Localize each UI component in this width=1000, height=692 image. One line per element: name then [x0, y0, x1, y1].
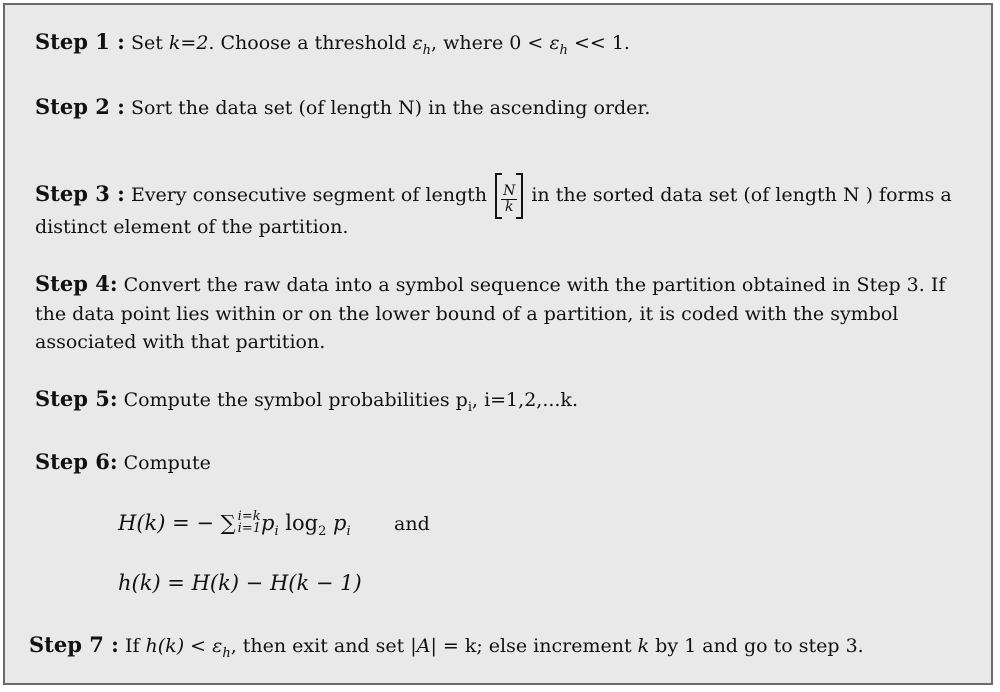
step-3-label: Step 3 : — [35, 181, 125, 206]
step-1-text-a: Set — [130, 32, 169, 54]
step-2-label: Step 2 : — [35, 94, 125, 119]
formula-h — [118, 570, 362, 596]
step-4-line-3 — [35, 330, 325, 354]
step-4-label: Step 4: — [35, 271, 118, 296]
step-4-text-1: Convert the raw data into a symbol sequence with the partition obtained in Step 3. If — [123, 274, 946, 296]
step-3-cont — [35, 215, 348, 239]
step-6-text: Compute — [123, 452, 211, 474]
step-7-eps-sub: h — [222, 645, 231, 661]
step-3 — [35, 177, 952, 215]
step-3-text-b: in the sorted data set (of length N ) forms a — [531, 184, 952, 206]
sum-lower: i=1 — [237, 521, 261, 536]
step-7-text-a: If — [124, 635, 146, 657]
step-3-text-c: distinct element of the partition. — [35, 216, 349, 238]
step-4-line-1 — [35, 272, 945, 297]
formula-p-sub: i — [274, 524, 279, 540]
step-3-fraction — [495, 177, 523, 215]
step-2 — [35, 95, 650, 120]
formula-log: log — [278, 511, 319, 535]
step-1-text-d: << 1. — [567, 32, 630, 54]
sum-upper: i=k — [237, 509, 261, 524]
step-4-text-3: associated with that partition. — [35, 331, 326, 353]
step-7-text-c: | = k; else increment — [430, 635, 638, 657]
step-7 — [29, 632, 864, 661]
step-1-text-c: , where 0 < — [431, 32, 550, 54]
step-7-eps: ε — [212, 635, 223, 657]
step-5-sub: i — [467, 399, 472, 415]
step-5-label: Step 5: — [35, 386, 118, 411]
step-6 — [35, 450, 211, 475]
formula-h-text: h(k) = H(k) − H(k − 1) — [118, 571, 362, 595]
formula-and: and — [394, 513, 430, 535]
step-6-label: Step 6: — [35, 449, 118, 474]
step-1-eps: ε — [412, 32, 423, 54]
fraction-denominator: k — [504, 199, 514, 215]
formula-p2: p — [326, 511, 347, 535]
step-5 — [35, 386, 578, 415]
sum-symbol-group — [221, 510, 261, 536]
step-2-text: Sort the data set (of length N) in the ascending order. — [130, 97, 651, 119]
step-1-eps-sub: h — [422, 42, 432, 58]
formula-entropy — [118, 509, 430, 540]
step-3-text-a: Every consecutive segment of length — [130, 184, 488, 206]
step-7-A: A — [416, 635, 431, 657]
sum-symbol: ∑ — [220, 511, 236, 535]
step-1 — [35, 29, 630, 58]
step-5-text-a: Compute the symbol probabilities p — [123, 389, 468, 411]
step-7-k: k — [637, 635, 650, 657]
step-1-eps-2: ε — [549, 32, 560, 54]
step-7-text-b: , then exit and set | — [230, 635, 417, 657]
step-7-text-d: by 1 and go to step 3. — [649, 635, 864, 657]
step-7-hk: h(k) — [145, 635, 185, 657]
step-4-line-2 — [35, 302, 898, 326]
step-4-text-2: the data point lies within or on the lower bound of a partition, it is coded with the symbol — [35, 303, 899, 325]
step-7-label: Step 7 : — [29, 632, 119, 657]
formula-H-lhs: H(k) = − — [118, 511, 221, 535]
step-1-eps-sub-2: h — [559, 42, 568, 58]
algorithm-box — [3, 3, 993, 685]
step-1-text-b: . Choose a threshold — [208, 32, 413, 54]
step-5-text-b: , i=1,2,...k. — [471, 389, 578, 411]
formula-log-sub: 2 — [318, 524, 327, 540]
step-7-lt: < — [184, 635, 213, 657]
fraction-numerator: N — [503, 183, 516, 199]
formula-p: p — [260, 511, 275, 535]
formula-p2-sub: i — [346, 524, 351, 540]
step-1-k: k=2 — [168, 32, 209, 54]
step-1-label: Step 1 : — [35, 29, 125, 54]
